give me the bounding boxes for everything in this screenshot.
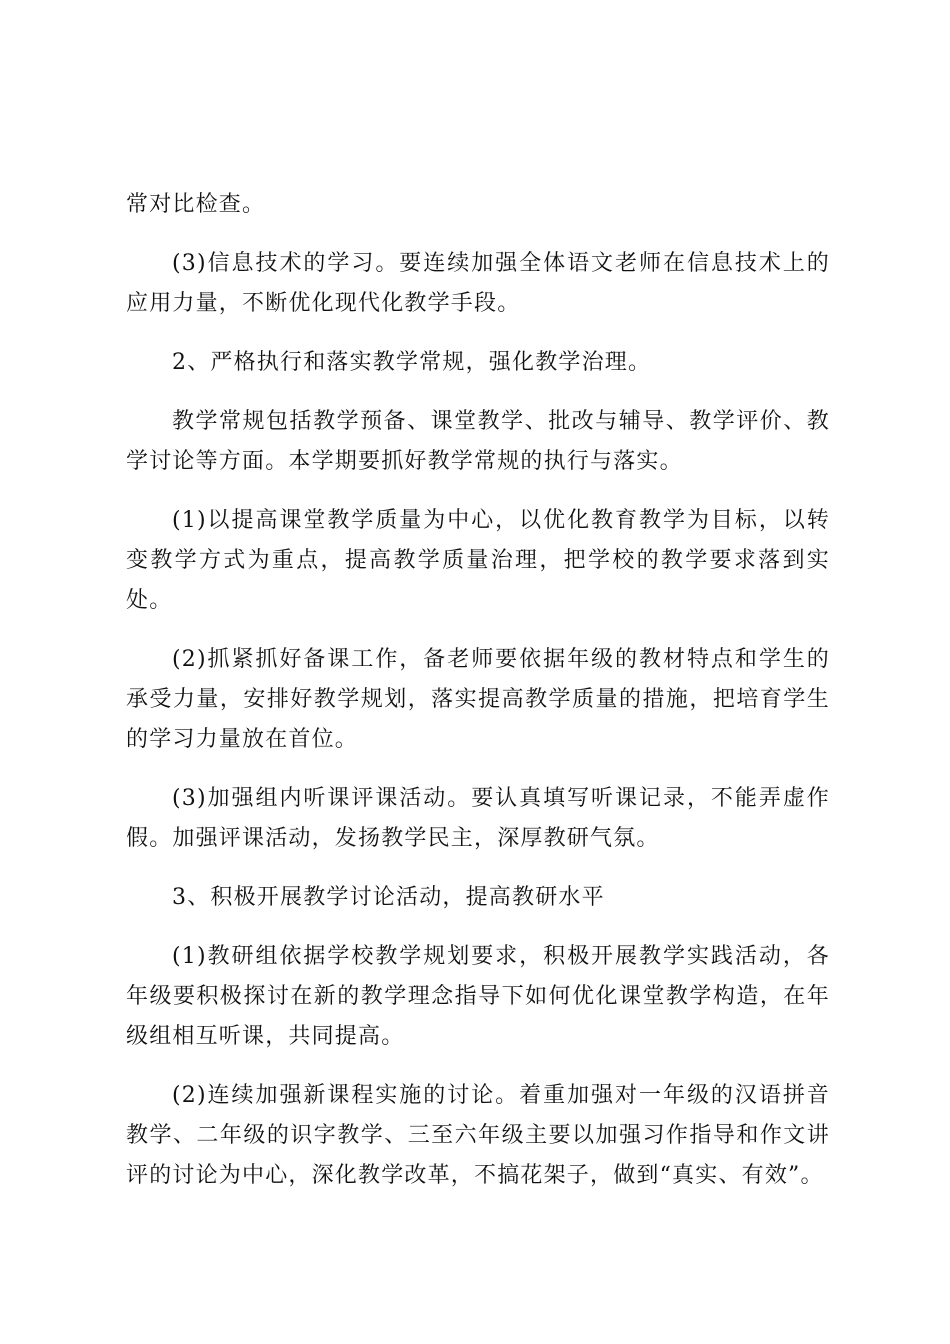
document-body (126, 185, 830, 1215)
paragraph-research-group: (1)教研组依据学校教学规划要求，积极开展教学实践活动，各年级要积极探讨在新的教学理念指导下如何优化课堂教学构造，在年级组相互听课，共同提高。 (126, 944, 830, 1049)
section-heading-teaching-routine: 2、严格执行和落实教学常规，强化教学治理。 (172, 350, 652, 375)
paragraph-lesson-preparation: (2)抓紧抓好备课工作，备老师要依据年级的教材特点和学生的承受力量，安排好教学规划，落实提高教学质量的措施，把培育学生的学习力量放在首位。 (126, 647, 830, 752)
paragraph-new-curriculum: (2)连续加强新课程实施的讨论。着重加强对一年级的汉语拼音教学、二年级的识字教学、三至六年级主要以加强习作指导和作文讲评的讨论为中心，深化教学改革，不搞花架子，做到“真实、有效”。 (126, 1083, 830, 1188)
paragraph-continuation: 常对比检查。 (126, 192, 266, 217)
section-heading-teaching-research: 3、积极开展教学讨论活动，提高教研水平 (172, 885, 605, 910)
paragraph-lesson-observation: (3)加强组内听课评课活动。要认真填写听课记录，不能弄虚作假。加强评课活动，发扬教学民主，深厚教研气氛。 (126, 786, 830, 851)
paragraph-teaching-routine: 教学常规包括教学预备、课堂教学、批改与辅导、教学评价、教学讨论等方面。本学期要抓好教学常规的执行与落实。 (126, 409, 830, 474)
paragraph-classroom-quality: (1)以提高课堂教学质量为中心，以优化教育教学为目标，以转变教学方式为重点，提高教学质量治理，把学校的教学要求落到实处。 (126, 508, 830, 613)
paragraph-info-tech-study: (3)信息技术的学习。要连续加强全体语文老师在信息技术上的应用力量，不断优化现代化教学手段。 (126, 251, 830, 316)
